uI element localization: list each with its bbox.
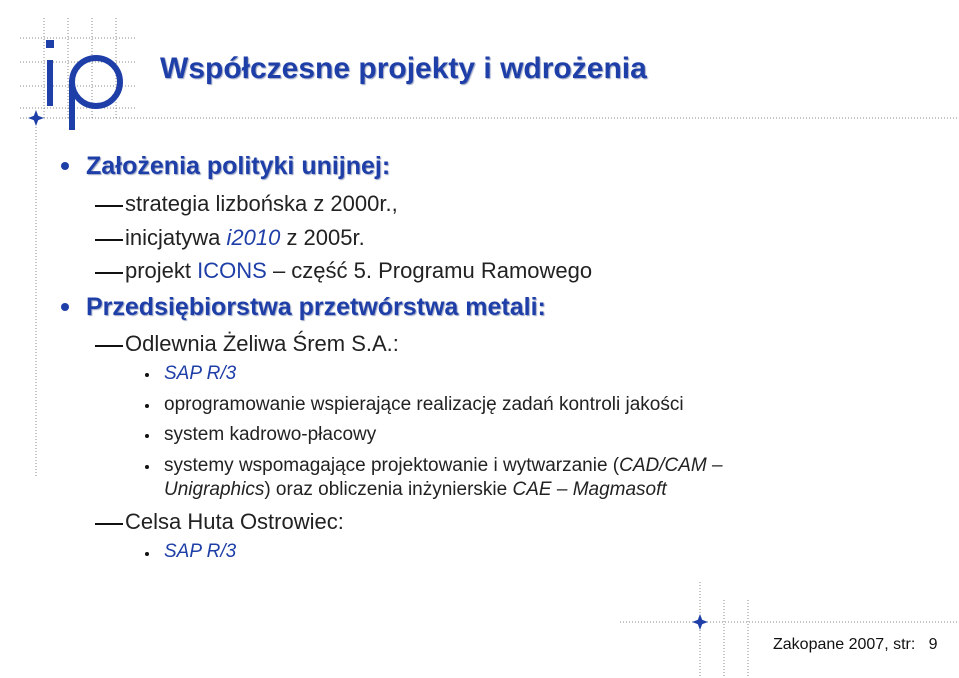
footer-text: Zakopane 2007, str: [773, 636, 916, 653]
small-bullet [145, 404, 149, 408]
ip-logo [50, 58, 120, 130]
list-item-sap-celsa: SAP R/3 [164, 541, 237, 562]
unigraphics-text: Unigraphics [164, 479, 265, 500]
dash-bullet [95, 272, 123, 274]
item-text: systemy wspomagające projektowanie i wytwarzanie ( [164, 455, 620, 476]
list-item-cad-cam [164, 455, 723, 477]
list-item-lisbon-strategy: strategia lizbońska z 2000r., [125, 191, 398, 216]
cad-cam-text: CAD/CAM – [619, 455, 723, 476]
page-title: Współczesne projekty i wdrożenia [160, 52, 647, 85]
bullet-dot [61, 303, 69, 311]
list-item-sap: SAP R/3 [164, 363, 237, 384]
page-number: 9 [928, 636, 938, 653]
item-text: ) oraz obliczenia inżynierskie [264, 479, 513, 500]
company-name-celsa: Celsa Huta Ostrowiec: [125, 509, 344, 534]
item-text: – część 5. Programu Ramowego [266, 258, 593, 283]
icons-link[interactable]: ICONS [197, 258, 267, 283]
item-text: z 2005r. [280, 225, 365, 250]
company-name-srem: Odlewnia Żeliwa Śrem S.A.: [125, 331, 399, 356]
list-item-i2010 [125, 225, 365, 251]
dash-bullet [95, 523, 123, 525]
list-item-icons [125, 258, 592, 284]
small-bullet [145, 465, 149, 469]
i2010-link[interactable]: i2010 [226, 225, 281, 250]
section-heading-metal-processing: Przedsiębiorstwa przetwórstwa metali: [86, 293, 546, 321]
section-heading-eu-policy: Założenia polityki unijnej: [86, 152, 391, 180]
list-item-quality-software: oprogramowanie wspierające realizację zadań kontroli jakości [164, 394, 684, 415]
dash-bullet [95, 205, 123, 207]
bullet-dot [61, 162, 69, 170]
dash-bullet [95, 345, 123, 347]
list-item-payroll: system kadrowo-płacowy [164, 424, 377, 445]
dash-bullet [95, 239, 123, 241]
item-text: projekt [125, 258, 198, 283]
small-bullet [145, 552, 149, 556]
footer [773, 636, 938, 654]
cae-text: CAE – Magmasoft [512, 479, 667, 500]
list-item-cad-cam-continued [164, 479, 667, 501]
small-bullet [145, 434, 149, 438]
item-text: inicjatywa [125, 225, 227, 250]
small-bullet [145, 373, 149, 377]
